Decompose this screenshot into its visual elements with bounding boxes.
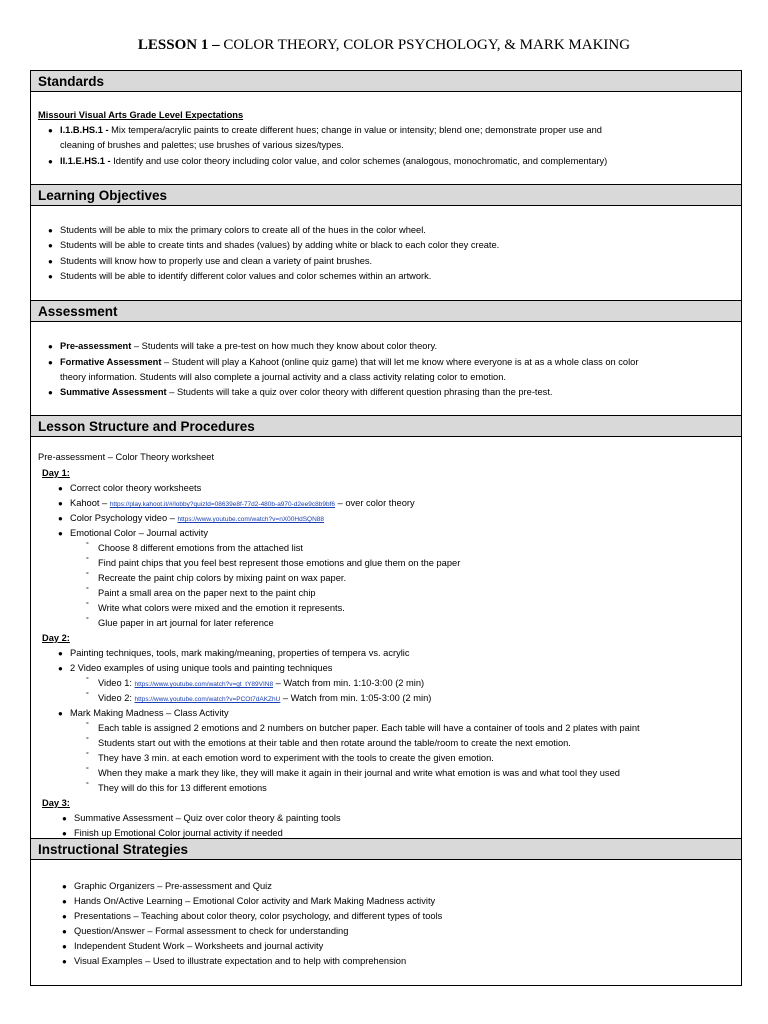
color-psychology-video-link[interactable]: https://www.youtube.com/watch?v=nX00HdSQN88 <box>177 516 325 523</box>
bullet-icon: ● <box>48 126 53 135</box>
bullet-icon: ● <box>48 157 53 166</box>
bullet-icon: ● <box>48 272 53 281</box>
bullet-icon: ● <box>62 927 67 936</box>
standard-text: Mix tempera/acrylic paints to create different hues; change in value or intensity; blend one; demonstrate proper use and <box>108 125 602 135</box>
assessment-text-cont: theory information. Students will also complete a journal activity and a class activity relating color to emotion. <box>60 372 506 382</box>
standards-subheading: Missouri Visual Arts Grade Level Expectations <box>38 110 244 120</box>
bullet-icon: ● <box>62 829 67 838</box>
lesson-subject: COLOR THEORY, COLOR PSYCHOLOGY, & MARK MAKING <box>223 37 631 53</box>
video2-link[interactable]: https://www.youtube.com/watch?v=PCOt7dAKZhU <box>134 696 281 703</box>
circle-bullet-icon: ° <box>86 542 89 549</box>
circle-bullet-icon: ° <box>86 602 89 609</box>
lesson-number: LESSON 1 – <box>137 37 220 53</box>
bullet-icon: ● <box>58 709 63 718</box>
standard-text: Identify and use color theory including color value, and color schemes (analogous, monochromatic, and complementary) <box>110 156 608 166</box>
day1-label: Day 1: <box>42 468 70 478</box>
bullet-icon: ● <box>58 484 63 493</box>
circle-bullet-icon: ° <box>86 782 89 789</box>
bullet-icon: ● <box>48 388 53 397</box>
bullet-icon: ● <box>62 814 67 823</box>
bullet-icon: ● <box>62 942 67 951</box>
circle-bullet-icon: ° <box>86 587 89 594</box>
circle-bullet-icon: ° <box>86 677 89 684</box>
circle-bullet-icon: ° <box>86 767 89 774</box>
circle-bullet-icon: ° <box>86 692 89 699</box>
bullet-icon: ● <box>58 664 63 673</box>
bullet-icon: ● <box>48 241 53 250</box>
bullet-icon: ● <box>58 514 63 523</box>
bullet-icon: ● <box>58 649 63 658</box>
procedures-intro: Pre-assessment – Color Theory worksheet <box>38 452 215 462</box>
circle-bullet-icon: ° <box>86 737 89 744</box>
procedures-header: Lesson Structure and Procedures <box>30 415 742 437</box>
bullet-icon: ● <box>48 226 53 235</box>
page-title <box>0 37 768 54</box>
bullet-icon: ● <box>48 358 53 367</box>
circle-bullet-icon: ° <box>86 557 89 564</box>
bullet-icon: ● <box>48 257 53 266</box>
standard-text-cont: cleaning of brushes and palettes; use brushes of various sizes/types. <box>60 140 344 150</box>
circle-bullet-icon: ° <box>86 617 89 624</box>
bullet-icon: ● <box>58 499 63 508</box>
bullet-icon: ● <box>58 529 63 538</box>
strategies-header: Instructional Strategies <box>30 838 742 860</box>
standards-header: Standards <box>30 70 742 92</box>
day3-label: Day 3: <box>42 798 70 808</box>
standard-code: II.1.E.HS.1 - <box>60 156 111 166</box>
bullet-icon: ● <box>62 897 67 906</box>
bullet-icon: ● <box>62 882 67 891</box>
kahoot-link[interactable]: https://play.kahoot.it/#/lobby?quizId=08639e8f-77d2-480b-a970-d2ee9c8b9bf6 <box>109 501 336 508</box>
bullet-icon: ● <box>62 912 67 921</box>
objectives-header: Learning Objectives <box>30 184 742 206</box>
assessment-header: Assessment <box>30 300 742 322</box>
circle-bullet-icon: ° <box>86 572 89 579</box>
circle-bullet-icon: ° <box>86 752 89 759</box>
day2-label: Day 2: <box>42 633 70 643</box>
standard-code: I.1.B.HS.1 - <box>60 125 109 135</box>
video1-link[interactable]: https://www.youtube.com/watch?v=gt_tY89VIN8 <box>134 681 274 688</box>
bullet-icon: ● <box>62 957 67 966</box>
circle-bullet-icon: ° <box>86 722 89 729</box>
bullet-icon: ● <box>48 342 53 351</box>
